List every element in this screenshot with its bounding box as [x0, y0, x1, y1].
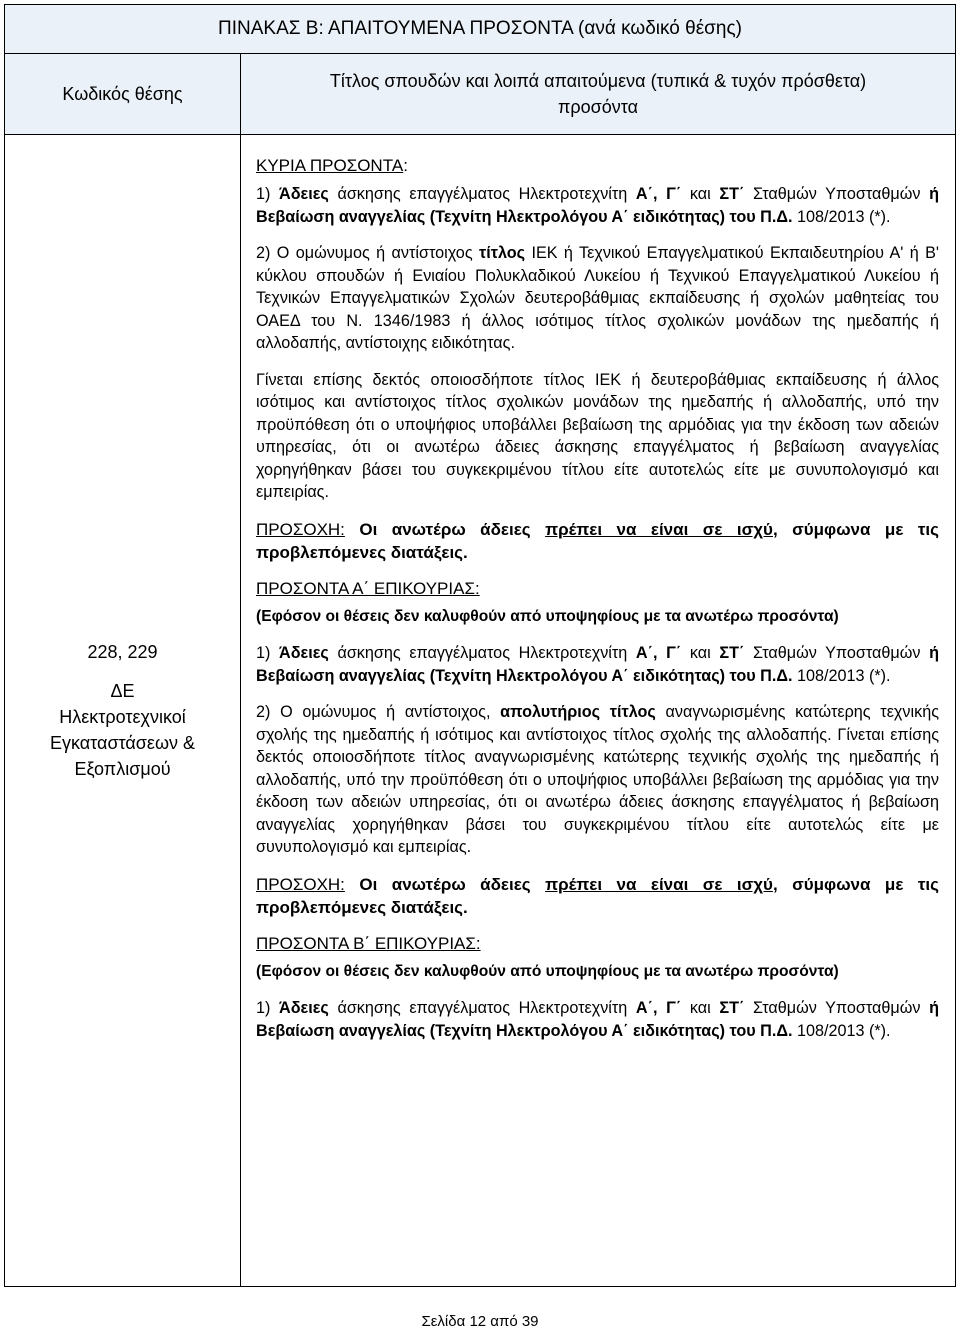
header-title-text: Τίτλος σπουδών και λοιπά απαιτούμενα (τυπικά & τυχόν πρόσθετα) προσόντα: [329, 71, 867, 117]
aux-a-attention-note: [256, 873, 939, 919]
bold-text: ή Βεβαίωση αναγγελίας (Τεχνίτη Ηλεκτρολόγου Α΄ ειδικότητας) του Π.Δ.: [256, 999, 939, 1040]
position-code-cell: [5, 135, 241, 1287]
bold-text: απολυτήριος τίτλος: [500, 703, 656, 721]
table-title: ΠΙΝΑΚΑΣ Β: ΑΠΑΙΤΟΥΜΕΝΑ ΠΡΟΣΟΝΤΑ (ανά κωδικό θέσης): [5, 5, 956, 54]
main-attention-note: [256, 518, 939, 564]
text: άσκησης επαγγέλματος Ηλεκτροτεχνίτη: [328, 185, 636, 203]
text: και: [681, 185, 720, 203]
text: ΙΕΚ ή Τεχνικού Επαγγελματικού Εκπαιδευτηρίου Α' ή Β' κύκλου σπουδών ή Ενιαίου Πολυκλαδικού Λυκείου ή Τεχνικού Επαγγελματικού Λυκείου ή Τεχνικών Επαγγελματικών Σχολών δευτεροβάθμιας εκπαίδευσης ή σχολών μαθητείας του ΟΑΕΔ του Ν. 1346/1983 ή άλλος ισότιμος τίτλος σχολικών μονάδων της ημεδαπής ή αλλοδαπής, αντίστοιχης ειδικότητας.: [256, 244, 939, 352]
bold-text: ΣΤ΄: [719, 644, 745, 662]
text: , σύμφωνα με τις προβλεπόμενες διατάξεις.: [256, 519, 939, 562]
header-title-column: [241, 54, 956, 135]
bold-text: Α΄, Γ΄: [635, 644, 682, 662]
position-code: 228, 229: [87, 642, 158, 662]
aux-a-item-2: [256, 701, 939, 859]
bold-text: ΣΤ΄: [719, 999, 745, 1017]
main-heading-colon: :: [403, 156, 408, 175]
note-label: ΠΡΟΣΟΧΗ:: [256, 874, 345, 894]
requirements-cell: [241, 135, 956, 1287]
bold-text: Άδειες: [279, 644, 329, 662]
aux-b-condition: (Εφόσον οι θέσεις δεν καλυφθούν από υποψηφίους με τα ανωτέρω προσόντα): [256, 962, 839, 980]
page-number-footer: Σελίδα 12 από 39: [421, 1313, 539, 1330]
note-label: ΠΡΟΣΟΧΗ:: [256, 519, 345, 539]
text: και: [681, 644, 720, 662]
main-item-2: [256, 242, 939, 355]
text: 108/2013 (*).: [792, 666, 891, 685]
item-number: 1): [256, 644, 280, 662]
bold-text: ΣΤ΄: [719, 185, 745, 203]
aux-b-heading: [256, 933, 939, 955]
bold-text: Άδειες: [279, 999, 329, 1017]
aux-b-item-1: [256, 997, 939, 1042]
text: Σταθμών Υποσταθμών: [744, 185, 930, 203]
text: 108/2013 (*).: [792, 207, 891, 226]
main-item-1: [256, 183, 939, 228]
requirements-table: [4, 4, 956, 1287]
text: αναγνωρισμένης κατώτερης τεχνικής σχολής της ημεδαπής ή ισότιμος και αντίστοιχος τίτλος σχολής της αλλοδαπής. Γίνεται επίσης δεκτός οποιοσδήποτε τίτλος αναγνωρισμένης κατώτερης τεχνικής σχολής της ημεδαπής ή αλλοδαπής, υπό την προϋπόθεση ότι ο υποψήφιος υποβάλλει βεβαίωση της αρμόδιας για την έκδοση των αδειών υπηρεσίας, ότι οι ανωτέρω άδειες άσκησης επαγγέλματος ή βεβαίωση αναγγελίας χορηγήθηκαν βάσει του συγκεκριμένου τίτλου είτε αυτοτελώς είτε με συνυπολογισμό και εμπειρίας.: [256, 703, 940, 856]
item-number: 1): [256, 185, 280, 203]
bold-text: Άδειες: [279, 185, 329, 203]
text: 2) Ο ομώνυμος ή αντίστοιχος,: [256, 703, 501, 721]
bold-text: Α΄, Γ΄: [635, 185, 682, 203]
position-category: ΔΕ: [110, 681, 135, 701]
aux-a-heading: [256, 578, 939, 600]
aux-a-item-1: [256, 642, 939, 687]
text: Οι ανωτέρω άδειες: [344, 874, 546, 894]
item-number: 1): [256, 999, 280, 1017]
bold-text: ή Βεβαίωση αναγγελίας (Τεχνίτη Ηλεκτρολόγου Α΄ ειδικότητας) του Π.Δ.: [256, 185, 939, 226]
main-extra-paragraph: Γίνεται επίσης δεκτός οποιοσδήποτε τίτλος ΙΕΚ ή δευτεροβάθμιας εκπαίδευσης ή άλλος ισότιμος και αντίστοιχος τίτλος σχολικών μονάδων της ημεδαπής ή αλλοδαπής, υπό την προϋπόθεση ότι ο υποψήφιος υποβάλλει βεβαίωση της αρμόδιας για την έκδοση των αδειών υπηρεσίας, ότι οι ανωτέρω άδειες άσκησης επαγγέλματος ή βεβαίωση αναγγελίας χορηγήθηκαν βάσει του συγκεκριμένου τίτλου είτε αυτοτελώς είτε με συνυπολογισμό και εμπειρίας.: [256, 370, 939, 501]
underlined-text: πρέπει να είναι σε ισχύ: [545, 874, 773, 894]
aux-a-condition: (Εφόσον οι θέσεις δεν καλυφθούν από υποψηφίους με τα ανωτέρω προσόντα): [256, 607, 839, 625]
text: άσκησης επαγγέλματος Ηλεκτροτεχνίτη: [328, 999, 636, 1017]
text: Σταθμών Υποσταθμών: [744, 999, 930, 1017]
main-requirements-heading: [256, 155, 939, 177]
position-name: Ηλεκτροτεχνικοί Εγκαταστάσεων & Εξοπλισμού: [49, 707, 196, 779]
text: , σύμφωνα με τις προβλεπόμενες διατάξεις.: [256, 874, 939, 917]
bold-text: ή Βεβαίωση αναγγελίας (Τεχνίτη Ηλεκτρολόγου Α΄ ειδικότητας) του Π.Δ.: [256, 644, 939, 685]
text: Σταθμών Υποσταθμών: [744, 644, 930, 662]
text: και: [681, 999, 720, 1017]
text: άσκησης επαγγέλματος Ηλεκτροτεχνίτη: [328, 644, 636, 662]
text: Οι ανωτέρω άδειες: [344, 519, 546, 539]
bold-text: τίτλος: [479, 244, 526, 262]
text: 2) Ο ομώνυμος ή αντίστοιχος: [256, 244, 479, 262]
main-heading-text: ΚΥΡΙΑ ΠΡΟΣΟΝΤΑ: [256, 156, 404, 175]
underlined-text: πρέπει να είναι σε ισχύ: [545, 519, 773, 539]
text: 108/2013 (*).: [792, 1021, 891, 1040]
bold-text: Α΄, Γ΄: [635, 999, 682, 1017]
header-code-column: Κωδικός θέσης: [5, 54, 241, 135]
aux-b-heading-text: ΠΡΟΣΟΝΤΑ Β΄ ΕΠΙΚΟΥΡΙΑΣ:: [256, 933, 481, 953]
aux-a-heading-text: ΠΡΟΣΟΝΤΑ Α΄ ΕΠΙΚΟΥΡΙΑΣ:: [256, 578, 480, 598]
